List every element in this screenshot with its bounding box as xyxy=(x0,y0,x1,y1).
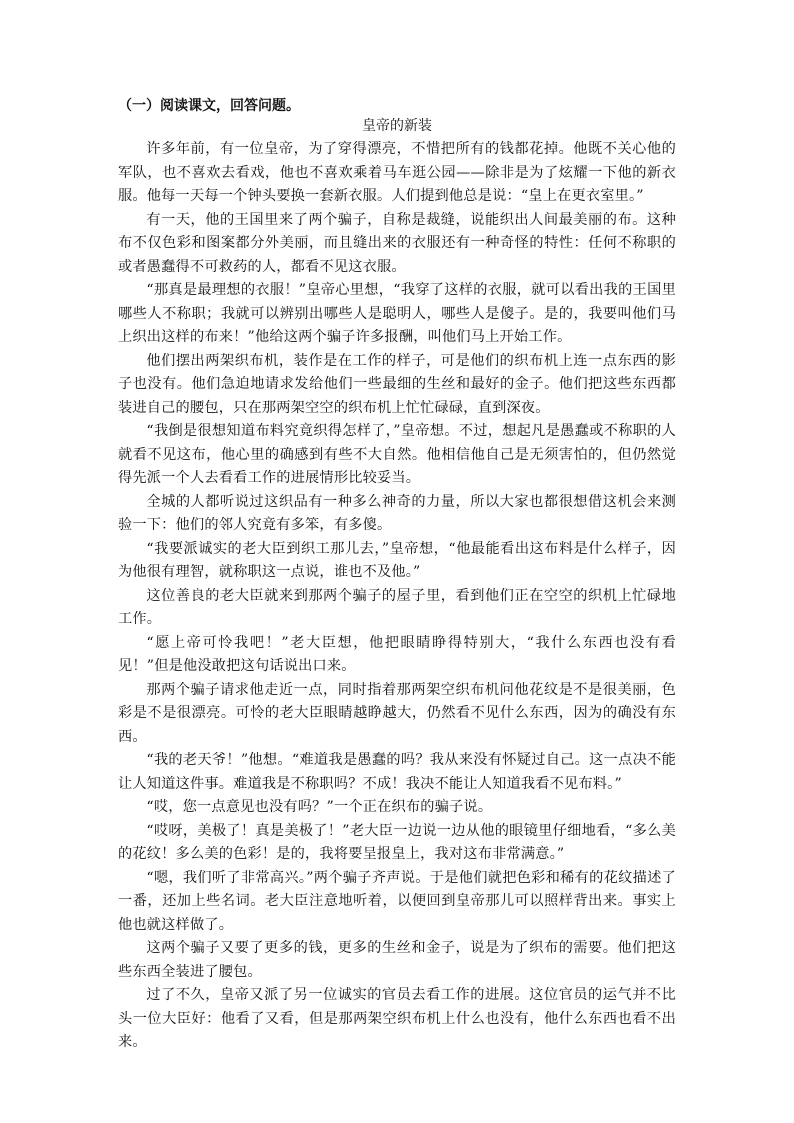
section-heading: （一）阅读课文，回答问题。 xyxy=(118,98,300,114)
paragraph-9: “愿上帝可怜我吧！”老大臣想，他把眼睛睁得特别大，“我什么东西也没有看见！”但是他没敢把这句话说出口来。 xyxy=(118,634,676,674)
paragraph-3: “那真是最理想的衣服！”皇帝心里想，“我穿了这样的衣服，就可以看出我的王国里哪些人不称职；我就可以辨别出哪些人是聪明人，哪些人是傻子。是的，我要叫他们马上织出这样的布来！”他给这两个骗子许多报酬，叫他们马上开始工作。 xyxy=(118,282,676,345)
paragraph-15: 这两个骗子又要了更多的钱，更多的生丝和金子，说是为了织布的需要。他们把这些东西全装进了腰包。 xyxy=(118,940,676,980)
paragraph-2: 有一天，他的王国里来了两个骗子，自称是裁缝，说能织出人间最美丽的布。这种布不仅色彩和图案都分外美丽，而且缝出来的衣服还有一种奇怪的特性：任何不称职的或者愚蠢得不可救药的人，都看不见这衣服。 xyxy=(118,211,676,275)
paragraph-12: “哎，您一点意见也没有吗？”一个正在织布的骗子说。 xyxy=(146,799,493,815)
document-page xyxy=(118,96,676,1055)
story-title: 皇帝的新装 xyxy=(362,118,432,134)
paragraph-6: 全城的人都听说过这织品有一种多么神奇的力量，所以大家也都很想借这机会来测验一下：他们的邻人究竟有多笨，有多傻。 xyxy=(118,493,676,533)
paragraph-1: 许多年前，有一位皇帝，为了穿得漂亮，不惜把所有的钱都花掉。他既不关心他的军队，也不喜欢去看戏，他也不喜欢乘着马车逛公园——除非是为了炫耀一下他的新衣服。他每一天每一个钟头要换一套新衣服。人们提到他总是说：“皇上在更衣室里。” xyxy=(118,141,676,204)
paragraph-13: “哎呀，美极了！真是美极了！”老大臣一边说一边从他的眼镜里仔细地看，“多么美的花纹！多么美的色彩！是的，我将要呈报皇上，我对这布非常满意。” xyxy=(118,822,676,862)
paragraph-14: “嗯，我们听了非常高兴。”两个骗子齐声说。于是他们就把色彩和稀有的花纹描述了一番，还加上些名词。老大臣注意地听着，以便回到皇帝那儿可以照样背出来。事实上他也就这样做了。 xyxy=(118,869,676,933)
paragraph-7: “我要派诚实的老大臣到织工那儿去，”皇帝想，“他最能看出这布料是什么样子，因为他很有理智，就称职这一点说，谁也不及他。” xyxy=(118,540,676,580)
paragraph-8: 这位善良的老大臣就来到那两个骗子的屋子里，看到他们正在空空的织机上忙碌地工作。 xyxy=(118,587,676,627)
paragraph-16: 过了不久，皇帝又派了另一位诚实的官员去看工作的进展。这位官员的运气并不比头一位大臣好：他看了又看，但是那两架空织布机上什么也没有，他什么东西也看不出来。 xyxy=(118,987,676,1050)
paragraph-4: 他们摆出两架织布机，装作是在工作的样子，可是他们的织布机上连一点东西的影子也没有。他们急迫地请求发给他们一些最细的生丝和最好的金子。他们把这些东西都装进自己的腰包，只在那两架空空的织布机上忙忙碌碌，直到深夜。 xyxy=(118,352,676,416)
story-body xyxy=(118,138,676,1055)
paragraph-10: 那两个骗子请求他走近一点，同时指着那两架空织布机问他花纹是不是很美丽，色彩是不是很漂亮。可怜的老大臣眼睛越睁越大，仍然看不见什么东西，因为的确没有东西。 xyxy=(118,681,676,745)
paragraph-5: “我倒是很想知道布料究竟织得怎样了，”皇帝想。不过，想起凡是愚蠢或不称职的人就看不见这布，他心里的确感到有些不大自然。他相信他自己是无须害怕的，但仍然觉得先派一个人去看看工作的进展情形比较妥当。 xyxy=(118,423,676,486)
paragraph-11: “我的老天爷！”他想。“难道我是愚蠢的吗？我从来没有怀疑过自己。这一点决不能让人知道这件事。难道我是不称职吗？不成！我决不能让人知道我看不见布料。” xyxy=(118,752,676,792)
